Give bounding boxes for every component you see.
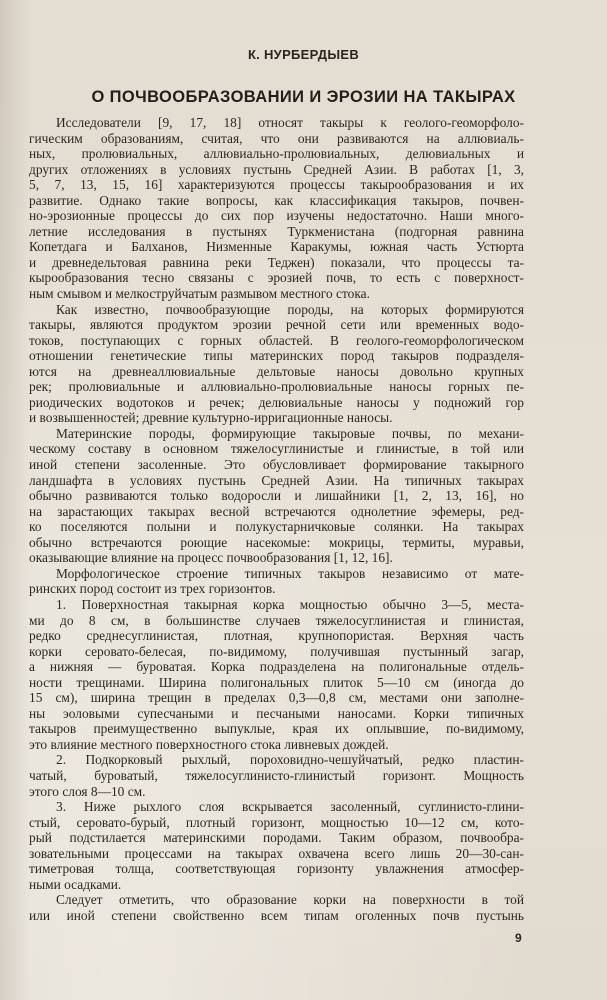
text-line: 3. Ниже рыхлого слоя вскрывается засоленный, суглинисто-глини- (56, 799, 524, 815)
text-line: ринских пород состоит из трех горизонтов. (29, 581, 276, 597)
text-line: летние исследования в пустынях Туркменистана (подгорная равнина (29, 223, 524, 239)
text-line: тиметровая толща, соответствующая горизонту увлажнения атмосфер- (29, 861, 524, 877)
text-line: на зарастающих такырах весной встречаются однолетние эфемеры, ред- (29, 503, 524, 519)
text-line: риодических водотоков и речек; делювиальные наносы у подножий гор (29, 394, 524, 410)
text-line: это влияние местного поверхностного стока ливневых дождей. (29, 736, 389, 752)
text-line: а нижняя — буроватая. Корка подразделена на полигональные отдель- (29, 659, 524, 675)
text-line: ным смывом и мелкоструйчатым размывом местного стока. (29, 286, 370, 302)
text-line: ландшафта в условиях пустынь Средней Азии. На типичных такырах (29, 472, 524, 488)
text-line: и древнедельтовая равнина реки Теджен) показали, что процессы та- (29, 254, 524, 270)
text-line: ми до 8 см, в большинстве случаев тяжелосуглинистая и глинистая, (29, 612, 524, 628)
text-line: ко поселяются полыни и полукустарничковые солянки. На такырах (29, 519, 524, 535)
text-line: ны эоловыми супесчаными и песчаными наносами. Корки типичных (29, 705, 524, 721)
text-line: 15 см), ширина трещин в пределах 0,3—0,8 см, местами они заполне- (29, 690, 524, 706)
text-line: этого слоя 8—10 см. (29, 783, 146, 799)
text-line: Морфологическое строение типичных такыров независимо от мате- (56, 565, 524, 581)
text-line: и возвышенностей; древние культурно-ирригационные наносы. (29, 410, 393, 426)
text-line: отношении генетические типы материнских пород такыров подразделя- (29, 348, 524, 364)
text-line: но-эрозионные процессы до сих пор изучены недостаточно. Наши много- (29, 208, 524, 224)
text-line: токов, поступающих с горных областей. В геолого-геоморфологическом (29, 332, 524, 348)
text-line: стый, серовато-бурый, плотный горизонт, мощностью 10—12 см, кото- (29, 814, 524, 830)
text-line: 5, 7, 13, 15, 16] характеризуются процессы такырообразования и их (29, 177, 524, 193)
text-line: других отложениях в условиях пустынь Средней Азии. В работах [1, 3, (29, 161, 524, 177)
text-line: ческому составу в основном тяжелосуглинистые и глинистые, в той или (29, 441, 524, 457)
text-line: 1. Поверхностная такырная корка мощностью обычно 3—5, места- (56, 596, 524, 612)
text-line: развитие. Однако такие вопросы, как классификация такыров, почвен- (29, 192, 524, 208)
article-title: О ПОЧВООБРАЗОВАНИИ И ЭРОЗИИ НА ТАКЫРАХ (91, 88, 516, 106)
text-line: обычно встречаются роющие насекомые: мокрицы, термиты, муравьи, (29, 534, 524, 550)
text-line: такыры, являются продуктом эрозии речной сети или временных водо- (29, 317, 524, 333)
text-line: Исследователи [9, 17, 18] относят такыры к геолого-геоморфоло- (56, 115, 524, 130)
text-line: Следует отметить, что образование корки на поверхности в той (56, 892, 524, 908)
text-line: или иной степени свойственно всем типам оголенных почв пустынь (29, 907, 524, 923)
text-line: иной степени засоленные. Это обусловливает формирование такырного (29, 457, 524, 473)
text-line: ных, пролювиальных, аллювиально-пролювиальных, делювиальных и (29, 146, 524, 162)
text-line: чатый, буроватый, тяжелосуглинисто-глинистый горизонт. Мощность (29, 767, 524, 783)
text-line: редко среднесуглинистая, плотная, крупнопористая. Верхняя часть (29, 628, 524, 644)
text-line: кырообразования тесно связаны с эрозией почв, то есть с поверхност- (29, 270, 524, 286)
text-line: Как известно, почвообразующие породы, на которых формируются (56, 301, 524, 317)
text-line: рек; пролювиальные и аллювиально-пролювиальные наносы горных пе- (29, 379, 524, 395)
text-line: Копетдага и Балханов, Низменные Каракумы, южная часть Устюрта (29, 239, 524, 255)
text-line: оказывающие влияние на процесс почвообразования [1, 12, 16]. (29, 550, 393, 566)
text-line: гическим образованиям, считая, что они развиваются на аллювиаль- (29, 130, 524, 146)
text-line: корки серовато-белесая, по-видимому, получившая пустынный загар, (29, 643, 524, 659)
text-line: такыров преимущественно выпуклые, края их оплывшие, по-видимому, (29, 721, 524, 737)
text-line: ности трещинами. Ширина полигональных плиток 5—10 см (иногда до (29, 674, 524, 690)
article-body (29, 115, 524, 923)
text-line: обычно развиваются только водоросли и лишайники [1, 2, 13, 16], но (29, 488, 524, 504)
text-line: ются на древнеаллювиальные дельтовые наносы довольно крупных (29, 363, 524, 379)
text-line: зовательными процессами на такырах охвачена всего лишь 20—30-сан- (29, 845, 524, 861)
article-author: К. НУРБЕРДЫЕВ (247, 47, 360, 62)
text-line: 2. Подкорковый рыхлый, пороховидно-чешуйчатый, редко пластин- (56, 752, 524, 768)
page-number: 9 (515, 931, 522, 945)
text-line: рый подстилается материнскими породами. Таким образом, почвообра- (29, 830, 524, 846)
text-line: Материнские породы, формирующие такыровые почвы, по механи- (56, 425, 524, 441)
text-line: ными осадками. (29, 876, 122, 892)
